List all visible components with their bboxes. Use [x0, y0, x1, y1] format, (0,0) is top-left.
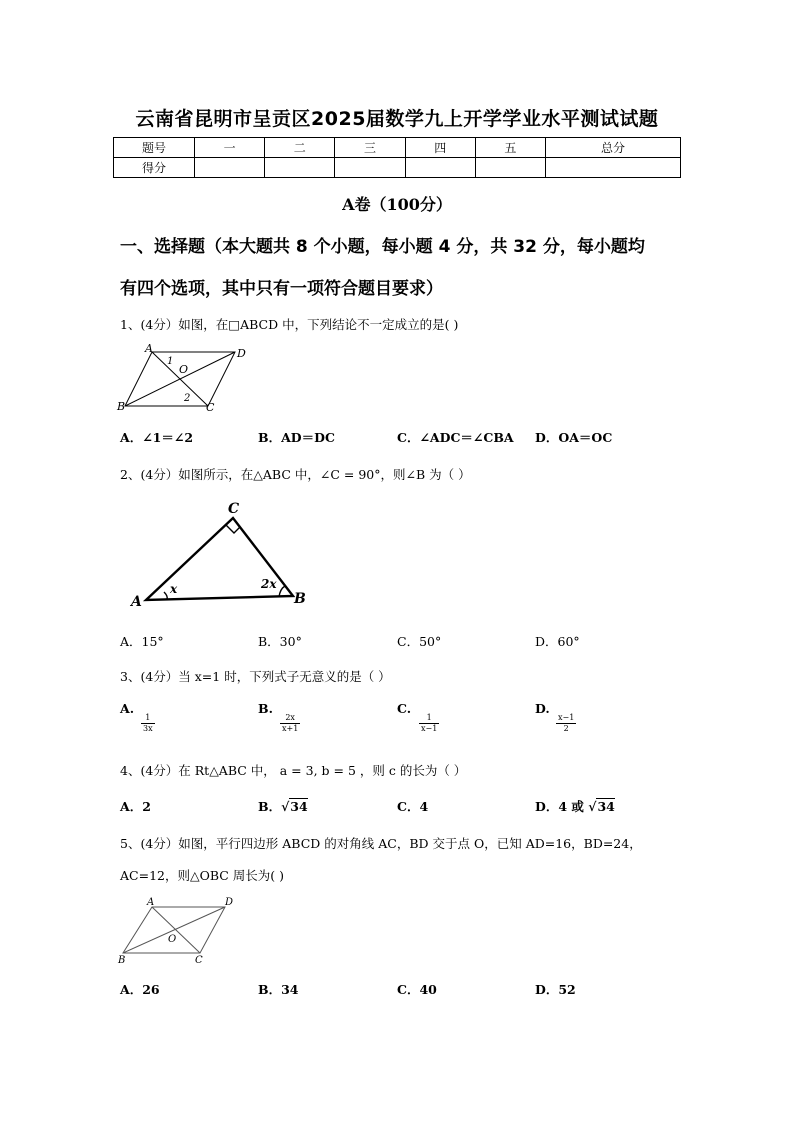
score-cell — [195, 158, 265, 178]
q3-option-c-fraction — [419, 713, 439, 734]
question-5-stem-line1: 5、(4分）如图，平行四边形 ABCD 的对角线 AC，BD 交于点 O，已知 AD=16，BD=24， — [120, 836, 642, 851]
q5-option-c[interactable]: C．40 — [397, 982, 437, 997]
score-cell: 得分 — [114, 158, 195, 178]
q3-option-a-fraction — [141, 713, 155, 734]
fig1-label-1: 1 — [167, 356, 174, 367]
score-cell — [405, 158, 475, 178]
fig2-label-x: x — [170, 582, 178, 596]
q4-option-d-label: D．4 或 — [535, 799, 589, 814]
fig2-label-b: B — [294, 591, 306, 607]
fig1-label-c: C — [206, 401, 215, 414]
q3-option-a[interactable] — [120, 701, 134, 716]
fig1-label-d: D — [237, 347, 246, 360]
q2-option-d[interactable]: D．60° — [535, 634, 580, 649]
score-cell: 题号 — [114, 138, 195, 158]
exam-title: 云南省昆明市呈贡区2025届数学九上开学学业水平测试试题 — [135, 108, 659, 130]
question-5-figure — [115, 895, 245, 967]
q4-option-c[interactable]: C．4 — [397, 799, 429, 814]
score-cell: 总分 — [546, 138, 681, 158]
fraction-denominator: 2 — [563, 724, 569, 733]
fig2-label-c: C — [228, 501, 240, 517]
section1-heading-line2: 有四个选项，其中只有一项符合题目要求） — [120, 279, 443, 299]
q4-option-b-radicand: 34 — [290, 799, 308, 814]
fig5-label-d: D — [225, 897, 234, 908]
q4-option-b-label: B． — [258, 799, 282, 814]
q1-option-a[interactable]: A．∠1＝∠2 — [120, 430, 194, 445]
fig5-label-a: A — [147, 897, 155, 908]
score-table-header-row — [114, 138, 681, 158]
q3-option-d-letter: D. — [535, 701, 550, 716]
q1-option-b[interactable]: B．AD＝DC — [258, 430, 335, 445]
q3-option-b-fraction — [280, 713, 300, 734]
fraction-denominator: x+1 — [282, 724, 299, 733]
fraction-numerator: x−1 — [558, 713, 575, 722]
score-cell — [546, 158, 681, 178]
q2-option-a[interactable]: A．15° — [120, 634, 164, 649]
fig5-label-c: C — [195, 955, 203, 966]
q5-option-d[interactable]: D．52 — [535, 982, 576, 997]
q3-option-b-letter: B. — [258, 701, 273, 716]
sqrt-sign-icon: √ — [588, 799, 597, 814]
section-a-title: A卷（100分） — [342, 195, 452, 214]
q5-option-a[interactable]: A．26 — [120, 982, 160, 997]
q4-option-d-radicand: 34 — [597, 799, 615, 814]
fig1-label-b: B — [117, 400, 126, 413]
q2-option-c[interactable]: C．50° — [397, 634, 442, 649]
q4-option-b[interactable] — [258, 797, 308, 815]
question-1-stem: 1、(4分）如图，在□ABCD 中，下列结论不一定成立的是( ) — [120, 317, 459, 332]
score-cell: 四 — [405, 138, 475, 158]
question-2-figure — [128, 500, 318, 612]
fig1-label-2: 2 — [184, 393, 191, 404]
fraction-denominator: 3x — [143, 724, 153, 733]
fraction-denominator: x−1 — [421, 724, 438, 733]
score-cell — [265, 158, 335, 178]
question-1-figure — [115, 340, 255, 420]
q2-option-b[interactable]: B．30° — [258, 634, 302, 649]
fraction-numerator: 1 — [141, 713, 155, 724]
q3-option-d[interactable] — [535, 701, 550, 716]
fig1-label-a: A — [145, 342, 153, 355]
fig2-label-a: A — [131, 594, 142, 610]
score-cell: 三 — [335, 138, 405, 158]
question-3-stem: 3、(4分）当 x=1 时，下列式子无意义的是（ ） — [120, 669, 391, 684]
fig2-label-2x: 2x — [261, 577, 277, 591]
section1-heading-line1: 一、选择题（本大题共 8 个小题，每小题 4 分，共 32 分，每小题均 — [120, 237, 645, 257]
score-cell — [335, 158, 405, 178]
q4-option-a[interactable]: A．2 — [120, 799, 151, 814]
q1-option-c[interactable]: C．∠ADC＝∠CBA — [397, 430, 514, 445]
question-2-stem: 2、(4分）如图所示，在△ABC 中，∠C = 90°，则∠B 为（ ） — [120, 467, 471, 482]
score-cell: 二 — [265, 138, 335, 158]
fraction-numerator: 2x — [280, 713, 300, 724]
q4-option-d[interactable] — [535, 797, 615, 815]
sqrt-sign-icon: √ — [281, 799, 290, 814]
score-cell — [475, 158, 545, 178]
q3-option-b[interactable] — [258, 701, 273, 716]
fraction-numerator: 1 — [419, 713, 439, 724]
fig1-label-o: O — [179, 363, 189, 376]
q1-option-d[interactable]: D．OA＝OC — [535, 430, 613, 445]
score-table — [113, 137, 681, 178]
q3-option-a-letter: A. — [120, 701, 135, 716]
q3-option-d-fraction — [556, 713, 576, 734]
question-4-stem: 4、(4分）在 Rt△ABC 中， a = 3, b = 5 ，则 c 的长为（ ） — [120, 763, 467, 778]
q5-option-b[interactable]: B．34 — [258, 982, 299, 997]
fig5-label-o: O — [168, 934, 177, 945]
q3-option-c-letter: C. — [397, 701, 412, 716]
fig5-label-b: B — [118, 955, 126, 966]
score-cell: 五 — [475, 138, 545, 158]
q3-option-c[interactable] — [397, 701, 411, 716]
question-5-stem-line2: AC=12，则△OBC 周长为( ) — [120, 868, 285, 883]
score-table-score-row — [114, 158, 681, 178]
score-cell: 一 — [195, 138, 265, 158]
